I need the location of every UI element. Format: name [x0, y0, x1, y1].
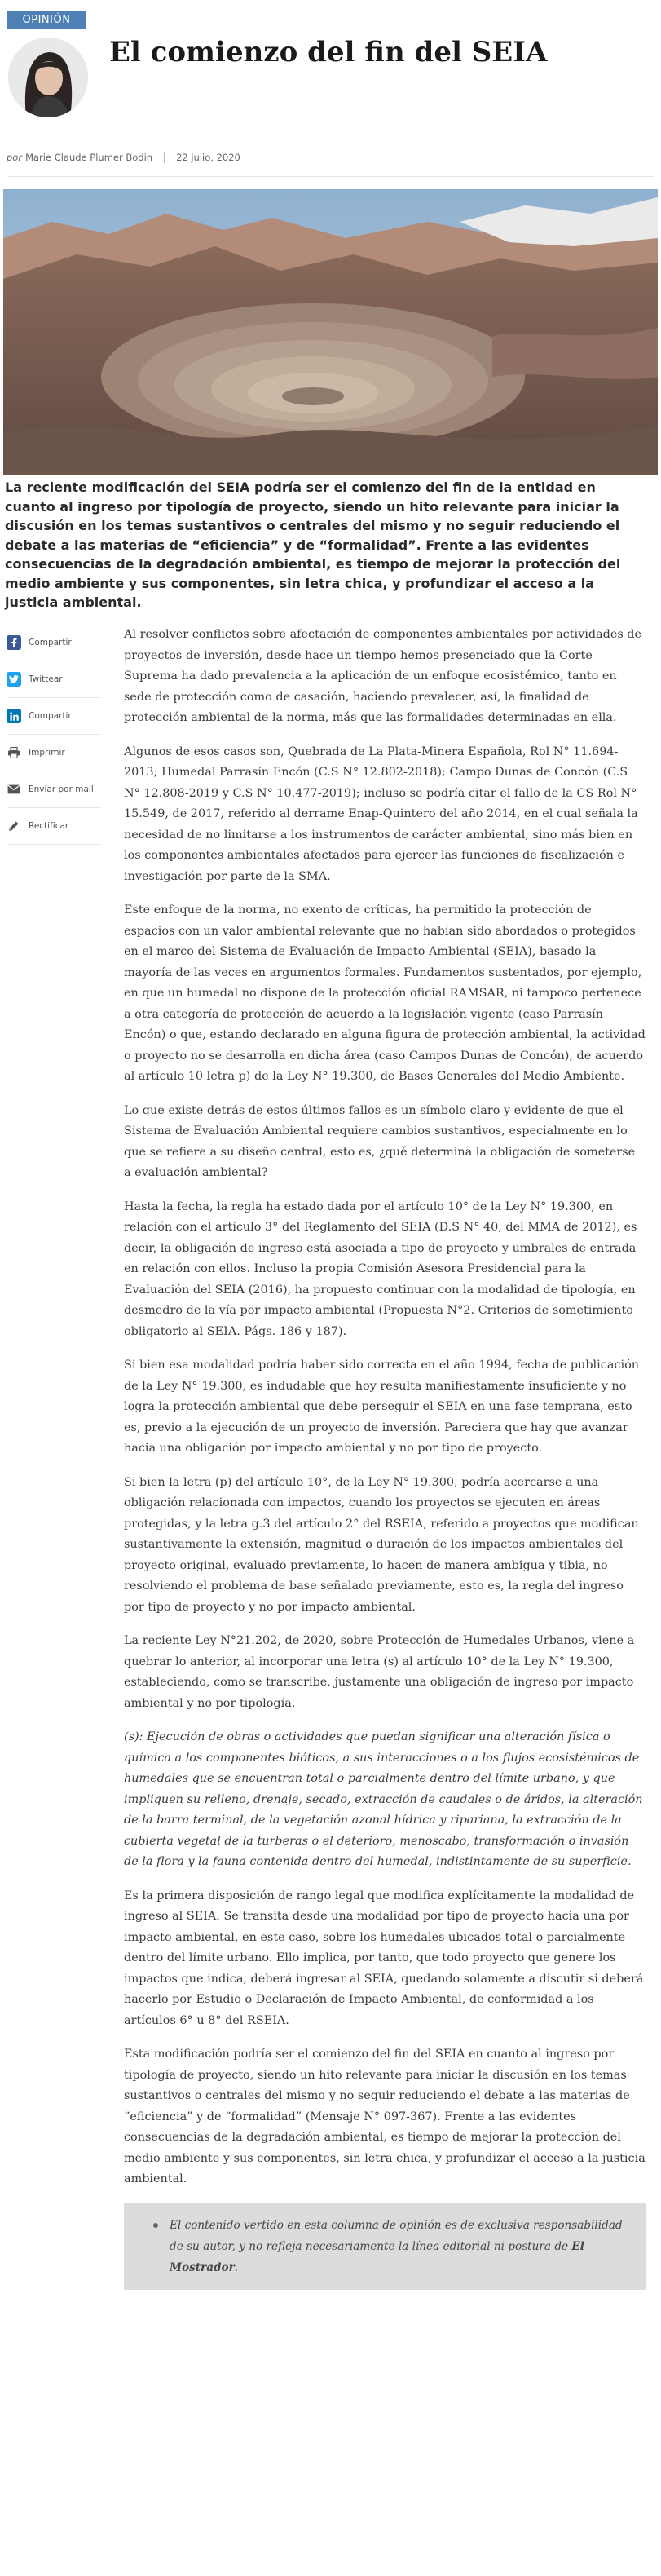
print-icon — [7, 745, 21, 760]
law-quote: (s): Ejecución de obras o actividades que puedan significar una alteración física o química a los componentes bióticos, a sus interacciones o a los flujos ecosistémicos de humedales que se encuentran total o parcialmente dentro del límite urbano, y que impliquen su relleno, drenaje, secado, extracción de caudales o de áridos, la alteración de la barra terminal, de la vegetación azonal hídrica y ripariana, la extracción de la cubierta vegetal de la turberas o el deterioro, menoscabo, transformación o invasión de la flora y la fauna contenida dentro del humedal, indistintamente de su superficie. — [124, 1730, 643, 1868]
bullet-icon — [153, 2223, 158, 2228]
paragraph: Es la primera disposición de rango legal que modifica explícitamente la modalidad de ingreso al SEIA. Se transita desde una modalidad por tipo de proyecto hacia una por impacto ambiental, en este caso, sobre los humedales ubicados total o parcialmente dentro del límite urbano. Ello implica, por tanto, que todo proyecto que genere los impactos que indica, deberá ingresar al SEIA, quedando solamente a discutir si deberá hacerlo por Estudio o Declaración de Impacto Ambiental, de conformidad a los artículos 6° u 8° del RSEIA. — [124, 1889, 644, 2027]
byline-prefix: por — [7, 152, 23, 163]
author-name[interactable]: Marie Claude Plumer Bodin — [25, 152, 153, 163]
section-tag[interactable]: OPINIÓN — [7, 11, 86, 29]
share-label: Twittear — [29, 674, 63, 684]
outlet-name: El Mostrador — [170, 2239, 584, 2274]
share-label: Compartir — [29, 638, 72, 647]
paragraph: Si bien esa modalidad podría haber sido correcta en el año 1994, fecha de publicación de la Ley N° 19.300, es indudable que hoy resulta manifiestamente insuficiente y no logra la protección ambiental que debe perseguir el SEIA en una fase temprana, esto es, previo a la ejecución de un proyecto de inversión. Pareciera que hay que avanzar hacia una obligación por impacto ambiental y no por tipo de proyecto. — [124, 1359, 640, 1455]
byline-separator — [164, 152, 165, 163]
rectify-button[interactable] — [7, 808, 101, 845]
paragraph: Lo que existe detrás de estos últimos fallos es un símbolo claro y evidente de que el Sistema de Evaluación Ambiental requiere cambios sustantivos, especialmente en lo que se refiere a su diseño central, esto es, ¿qué determina la obligación de someterse a evaluación ambiental? — [124, 1103, 636, 1179]
share-linkedin-button[interactable] — [7, 698, 101, 735]
page-title: El comienzo del fin del SEIA — [109, 36, 548, 68]
edit-icon — [7, 819, 21, 833]
article-body — [124, 625, 646, 2290]
mail-icon — [7, 782, 21, 797]
email-button[interactable] — [7, 771, 101, 808]
share-facebook-button[interactable] — [7, 625, 101, 661]
share-twitter-button[interactable] — [7, 661, 101, 698]
linkedin-icon — [7, 709, 21, 723]
publish-date: 22 julio, 2020 — [176, 152, 240, 163]
byline-divider — [7, 176, 654, 177]
paragraph: Al resolver conflictos sobre afectación de componentes ambientales por actividades de proyectos de inversión, desde hace un tiempo hemos presenciado que la Corte Suprema ha dado prevalencia a la aplicación de un enfoque ecosistémico, tanto en sede de protección como de casación, haciendo prevalecer, así, la finalidad de protección ambiental de la norma, más que las formalidades determinadas en ella. — [124, 628, 642, 724]
disclaimer-text: El contenido vertido en esta columna de opinión es de exclusiva responsabilidad de su autor, y no refleja necesariamente la línea editorial ni postura de — [170, 2218, 623, 2253]
author-avatar — [8, 38, 88, 117]
paragraph: Este enfoque de la norma, no exento de críticas, ha permitido la protección de espacios con un valor ambiental relevante que no habían sido abordados o protegidos en el marco del Sistema de Evaluación de Impacto Ambiental (SEIA), basado la mayoría de las veces en argumentos formales. Fundamentos sustentados, por ejemplo, en que un humedal no dispone de la protección oficial RAMSAR, ni tampoco pertenece a otra categoría de protección de acuerdo a la legislación vigente (caso Parrasín Encón) o que, estando declarado en alguna figura de protección ambiental, la actividad o proyecto no se desarrolla en dicha área (caso Campos Dunas de Concón), de acuerdo al artículo 10 letra p) de la Ley N° 19.300, de Bases Generales del Medio Ambiente. — [124, 904, 646, 1083]
mine-landscape-image — [3, 189, 658, 475]
share-bar — [7, 625, 101, 845]
author-portrait-icon — [8, 38, 88, 117]
share-label: Compartir — [29, 711, 72, 721]
paragraph: La reciente Ley N°21.202, de 2020, sobre Protección de Humedales Urbanos, viene a quebrar lo anterior, al incorporar una letra (s) al artículo 10° de la Ley N° 19.300, estableciendo, como se transcribe, justamente una obligación de ingreso por impacto ambiental y no por tipología. — [124, 1634, 635, 1710]
disclaimer-box — [124, 2203, 646, 2290]
hero-image — [3, 189, 658, 475]
paragraph: Algunos de esos casos son, Quebrada de La Plata-Minera Española, Rol N° 11.694-2013; Humedal Parrasín Encón (C.S N° 12.802-2018); Campo Dunas de Concón (C.S N° 12.808-2019 y C.S N° 10.477-2019); incluso se podría citar el fallo de la CS Rol N° 15.549, de 2017, referido al derrame Enap-Quintero del año 2014, en el cual señala la necesidad de no limitarse a los instrumentos de carácter ambiental, sino más bien en los componentes ambientales afectados para ejercer las funciones de fiscalización e investigación por parte de la SMA. — [124, 745, 638, 883]
paragraph: Si bien la letra (p) del artículo 10°, de la Ley N° 19.300, podría acercarse a una obligación relacionada con impactos, cuando los proyectos se ejecuten en áreas protegidas, y la letra g.3 del artículo 2° del RSEIA, referido a proyectos que modifican sustantivamente la extensión, magnitud o duración de los impactos ambientales del proyecto original, evaluado previamente, lo hacen de manera ambigua y tibia, no resolviendo el problema de base señalado previamente, esto es, la regla del ingreso por tipo de proyecto y no por impacto ambiental. — [124, 1475, 639, 1614]
twitter-icon — [7, 672, 21, 687]
lede: La reciente modificación del SEIA podría ser el comienzo del fin de la entidad en cuanto al ingreso por tipología de proyecto, siendo un hito relevante para iniciar la discusión en los temas sustantivos o centrales del mismo y no seguir reduciendo el debate a las materias de “eficiencia” y de “formalidad”. Frente a las evidentes consecuencias de la degradación ambiental, es tiempo de mejorar la protección del medio ambiente y sus componentes, sin letra chica, y profundizar el acceso a la justicia ambiental. — [5, 479, 621, 610]
share-label: Enviar por mail — [29, 784, 94, 794]
facebook-icon — [7, 635, 21, 650]
disclaimer-end: . — [234, 2260, 239, 2274]
byline — [7, 152, 240, 163]
paragraph: Hasta la fecha, la regla ha estado dada por el artículo 10° de la Ley N° 19.300, en relación con el artículo 3° del Reglamento del SEIA (D.S N° 40, del MMA de 2012), es decir, la obligación de ingreso está asociada a tipo de proyecto y umbrales de entrada en relación con ellos. Incluso la propia Comisión Asesora Presidencial para la Evaluación del SEIA (2016), ha propuesto continuar con la modalidad de tipología, en desmedro de la vía por impacto ambiental (Propuesta N°2. Criterios de sometimiento obligatorio al SEIA. Págs. 186 y 187). — [124, 1200, 637, 1338]
print-button[interactable] — [7, 735, 101, 771]
share-label: Rectificar — [29, 821, 69, 831]
share-label: Imprimir — [29, 748, 65, 758]
paragraph: Esta modificación podría ser el comienzo del fin del SEIA en cuanto al ingreso por tipología de proyecto, siendo un hito relevante para iniciar la discusión en los temas sustantivos o centrales del mismo y no seguir reduciendo el debate a las materias de “eficiencia” y de “formalidad” (Mensaje N° 097-367). Frente a las evidentes consecuencias de la degradación ambiental, es tiempo de mejorar la protección del medio ambiente y sus componentes, sin letra chica, y profundizar el acceso a la justicia ambiental. — [124, 2048, 646, 2185]
